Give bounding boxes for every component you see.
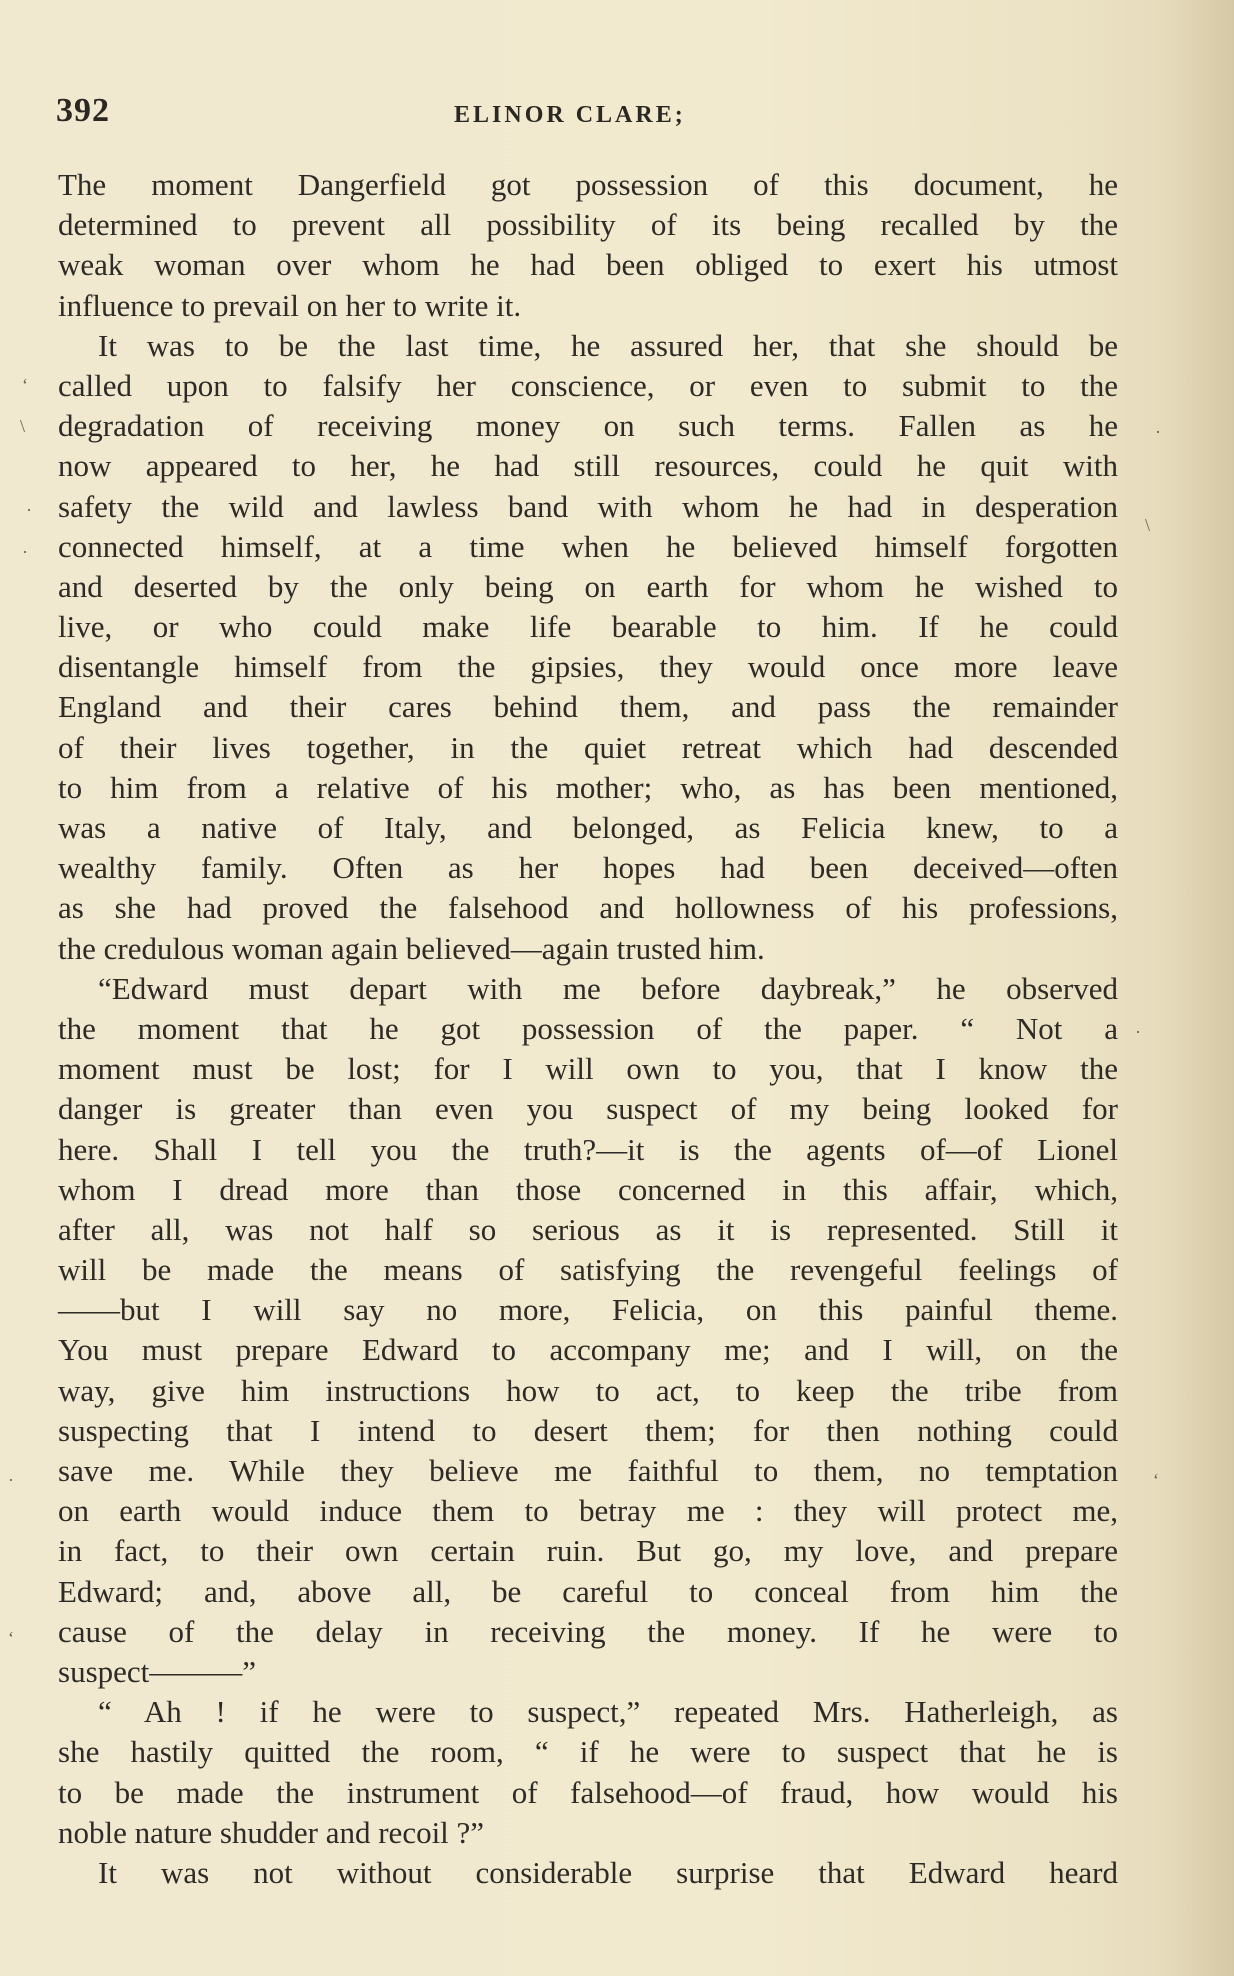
text-line: of their lives together, in the quiet retreat which had descended	[58, 729, 1118, 765]
text-line: here. Shall I tell you the truth?—it is the agents of—of Lionel	[58, 1131, 1118, 1167]
text-line: Edward; and, above all, be careful to conceal from him the	[58, 1573, 1118, 1609]
text-line: wealthy family. Often as her hopes had been deceived—often	[58, 850, 1118, 886]
text-line: was a native of Italy, and belonged, as Felicia knew, to a	[58, 810, 1118, 845]
text-line: “Edward must depart with me before daybreak,” he observed	[98, 970, 1118, 1006]
text-line: It was not without considerable surprise that Edward heard	[98, 1854, 1118, 1890]
text-line: The moment Dangerfield got possession of this document, he	[58, 167, 1118, 202]
text-line: whom I dread more than those concerned in this affair, which,	[58, 1171, 1118, 1207]
text-line: England and their cares behind them, and pass the remainder	[58, 689, 1118, 725]
text-line: she hastily quitted the room, “ if he were to suspect that he is	[58, 1734, 1118, 1770]
text-line: to be made the instrument of falsehood—of fraud, how would his	[58, 1774, 1118, 1810]
text-line: connected himself, at a time when he believed himself forgotten	[58, 528, 1118, 564]
text-line: way, give him instructions how to act, to keep the tribe from	[58, 1372, 1118, 1408]
text-line: influence to prevail on her to write it.	[58, 287, 522, 323]
text-line: the moment that he got possession of the paper. “ Not a	[58, 1010, 1118, 1046]
text-line: to him from a relative of his mother; who, as has been mentioned,	[58, 769, 1118, 805]
text-line: safety the wild and lawless band with whom he had in desperation	[58, 488, 1118, 524]
margin-mark: ·	[1135, 1022, 1141, 1042]
text-line: “ Ah ! if he were to suspect,” repeated Mrs. Hatherleigh, as	[98, 1694, 1118, 1730]
margin-mark: ·	[8, 1470, 14, 1490]
text-line: suspecting that I intend to desert them; for then nothing could	[58, 1412, 1118, 1448]
text-line: ——but I will say no more, Felicia, on this painful theme.	[58, 1292, 1118, 1328]
text-line: called upon to falsify her conscience, or even to submit to the	[58, 367, 1118, 403]
margin-mark: ·	[22, 542, 28, 562]
page-number: 392	[56, 92, 110, 129]
text-line: after all, was not half so serious as it is represented. Still it	[58, 1211, 1118, 1247]
text-line: suspect———”	[58, 1653, 257, 1689]
running-head: ELINOR CLARE;	[454, 102, 686, 128]
margin-mark: ·	[1155, 422, 1161, 442]
text-line: as she had proved the falsehood and hollowness of his professions,	[58, 890, 1118, 926]
text-line: on earth would induce them to betray me : they will protect me,	[58, 1493, 1118, 1529]
text-line: save me. While they believe me faithful to them, no temptation	[58, 1453, 1118, 1488]
page-header	[56, 92, 1116, 142]
text-line: live, or who could make life bearable to him. If he could	[58, 609, 1118, 645]
text-line: in fact, to their own certain ruin. But go, my love, and prepare	[58, 1533, 1118, 1569]
text-line: the credulous woman again believed—again trusted him.	[58, 930, 765, 966]
text-line: and deserted by the only being on earth for whom he wished to	[58, 568, 1118, 604]
text-line: will be made the means of satisfying the revengeful feelings of	[58, 1252, 1118, 1288]
text-line: now appeared to her, he had still resources, could he quit with	[58, 448, 1118, 484]
text-line: noble nature shudder and recoil ?”	[58, 1814, 485, 1850]
text-line: moment must be lost; for I will own to you, that I know the	[58, 1051, 1118, 1087]
text-line: weak woman over whom he had been obliged to exert his utmost	[58, 247, 1118, 283]
text-line: You must prepare Edward to accompany me; and I will, on the	[58, 1332, 1118, 1368]
page-gutter-shadow	[1164, 0, 1234, 1976]
text-line: disentangle himself from the gipsies, they would once more leave	[58, 649, 1118, 685]
margin-mark: \	[1145, 515, 1151, 535]
text-line: danger is greater than even you suspect of my being looked for	[58, 1091, 1118, 1127]
margin-mark: ‘	[22, 375, 28, 395]
text-line: cause of the delay in receiving the money. If he were to	[58, 1613, 1118, 1649]
margin-mark: ·	[26, 500, 32, 520]
margin-mark: \	[20, 416, 26, 436]
text-line: determined to prevent all possibility of its being recalled by the	[58, 207, 1118, 243]
text-line: degradation of receiving money on such terms. Fallen as he	[58, 408, 1118, 444]
margin-mark: ‘	[1153, 1470, 1159, 1490]
body-text	[58, 165, 1118, 1893]
margin-mark: ‘	[8, 1628, 14, 1648]
text-line: It was to be the last time, he assured her, that she should be	[98, 327, 1118, 363]
